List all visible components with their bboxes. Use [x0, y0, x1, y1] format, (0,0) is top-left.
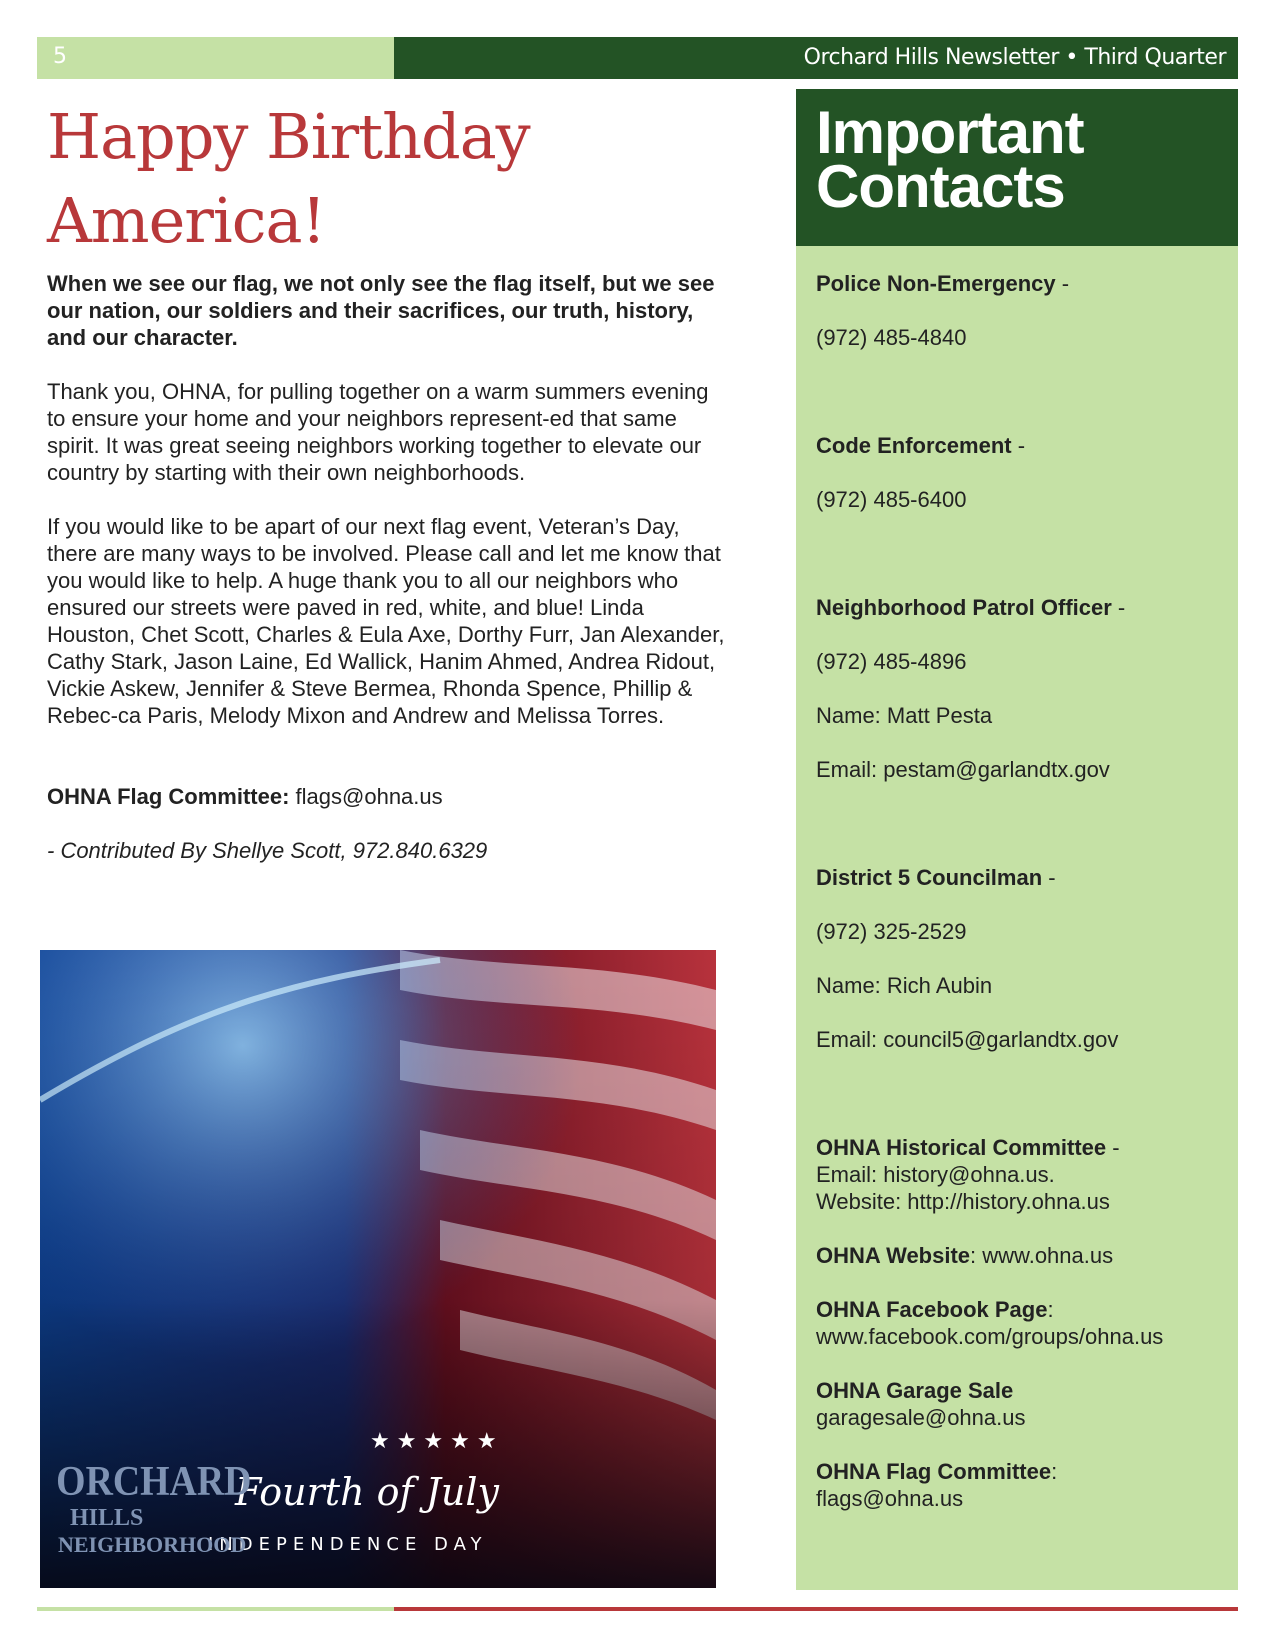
contacts-sidebar [796, 89, 1238, 1590]
image-subtitle: INDEPENDENCE DAY [208, 1534, 488, 1555]
contact-label: Code Enforcement [816, 433, 1012, 458]
lead-paragraph: When we see our flag, we not only see the flag itself, but we see our nation, our soldiers and their sacrifices, our truth, history, and our character. [47, 271, 715, 350]
svg-text:HILLS: HILLS [70, 1505, 144, 1531]
contact-email[interactable]: garagesale@ohna.us [816, 1405, 1026, 1430]
contact-council [816, 864, 1226, 891]
stars-decoration: ★ ★ ★ ★ ★ [370, 1429, 497, 1454]
contact-email[interactable]: Email: pestam@garlandtx.gov [816, 757, 1110, 782]
dash: - [1011, 433, 1026, 458]
colon: : [1047, 1297, 1054, 1322]
article-body [47, 270, 727, 891]
contact-label: Police Non-Emergency [816, 271, 1056, 296]
title-line: Happy Birthday [47, 100, 530, 173]
title-line: Important [816, 99, 1084, 166]
contributed-by: - Contributed By Shellye Scott, 972.840.6329 [47, 838, 488, 863]
contact-label: Neighborhood Patrol Officer [816, 595, 1112, 620]
website-link[interactable]: : www.ohna.us [970, 1243, 1114, 1268]
contact-facebook [816, 1296, 1226, 1350]
dash: - [1106, 1135, 1120, 1160]
dash: - [1042, 865, 1056, 890]
dash: - [1111, 595, 1126, 620]
contact-phone: (972) 325-2529 [816, 919, 967, 944]
header-bar-left [37, 37, 394, 79]
footer-bar-right [394, 1607, 1238, 1611]
contact-phone: (972) 485-6400 [816, 487, 967, 512]
title-line: Contacts [816, 153, 1065, 220]
contact-historical [816, 1134, 1226, 1215]
footer-bar-left [37, 1607, 394, 1611]
contact-label: OHNA Facebook Page [816, 1297, 1048, 1322]
committee-label: OHNA Flag Committee: [47, 784, 290, 809]
contact-website[interactable]: Website: http://history.ohna.us [816, 1189, 1110, 1214]
contact-label: OHNA Flag Committee [816, 1459, 1052, 1484]
contact-code [816, 432, 1226, 459]
contact-label: OHNA Garage Sale [816, 1378, 1014, 1403]
contact-garage-sale [816, 1377, 1226, 1431]
script-text: Fourth of July [235, 1470, 499, 1514]
contact-label: District 5 Councilman [816, 865, 1043, 890]
committee-line [47, 783, 727, 810]
page-number: 5 [53, 44, 67, 69]
contact-phone: (972) 485-4840 [816, 325, 967, 350]
contact-name: Name: Rich Aubin [816, 973, 993, 998]
svg-text:NEIGHBORHOOD: NEIGHBORHOOD [58, 1532, 247, 1557]
contact-email[interactable]: flags@ohna.us [816, 1486, 964, 1511]
contact-label: OHNA Historical Committee [816, 1135, 1107, 1160]
contact-website [816, 1242, 1226, 1269]
dash: - [1055, 271, 1070, 296]
fourth-of-july-image [40, 950, 716, 1588]
contact-phone: (972) 485-4896 [816, 649, 967, 674]
contact-patrol [816, 594, 1226, 621]
contact-email[interactable]: Email: history@ohna.us. [816, 1162, 1055, 1187]
contact-email[interactable]: Email: council5@garlandtx.gov [816, 1027, 1119, 1052]
colon: : [1051, 1459, 1058, 1484]
contacts-title [816, 99, 1084, 220]
title-line: America! [47, 184, 326, 257]
facebook-link[interactable]: www.facebook.com/groups/ohna.us [816, 1324, 1164, 1349]
newsletter-title: Orchard Hills Newsletter • Third Quarter [803, 45, 1226, 70]
paragraph: If you would like to be apart of our next flag event, Veteran’s Day, there are many ways to be involved. Please call and let me know that you would like to help. A huge thank you to all our neighbors who ensured our streets were paved in red, white, and blue! Linda Houston, Chet Scott, Charles & Eula Axe, Dorthy Furr, Jan Alexander, Cathy Stark, Jason Laine, Ed Wallick, Hanim Ahmed, Andrea Ridout, Vickie Askew, Jennifer & Steve Bermea, Rhonda Spence, Phillip & Rebec-ca Paris, Melody Mixon and Andrew and Melissa Torres. [47, 514, 725, 728]
contact-flag-committee [816, 1458, 1226, 1512]
contact-name: Name: Matt Pesta [816, 703, 993, 728]
committee-email[interactable]: flags@ohna.us [295, 784, 443, 809]
svg-text:ORCHARD: ORCHARD [56, 1457, 252, 1505]
contact-police [816, 270, 1226, 297]
contact-label: OHNA Website [816, 1243, 971, 1268]
article-title [47, 95, 530, 263]
paragraph: Thank you, OHNA, for pulling together on a warm summers evening to ensure your home and your neighbors represent-ed that same spirit. It was great seeing neighbors working together to elevate our country by starting with their own neighborhoods. [47, 379, 709, 485]
